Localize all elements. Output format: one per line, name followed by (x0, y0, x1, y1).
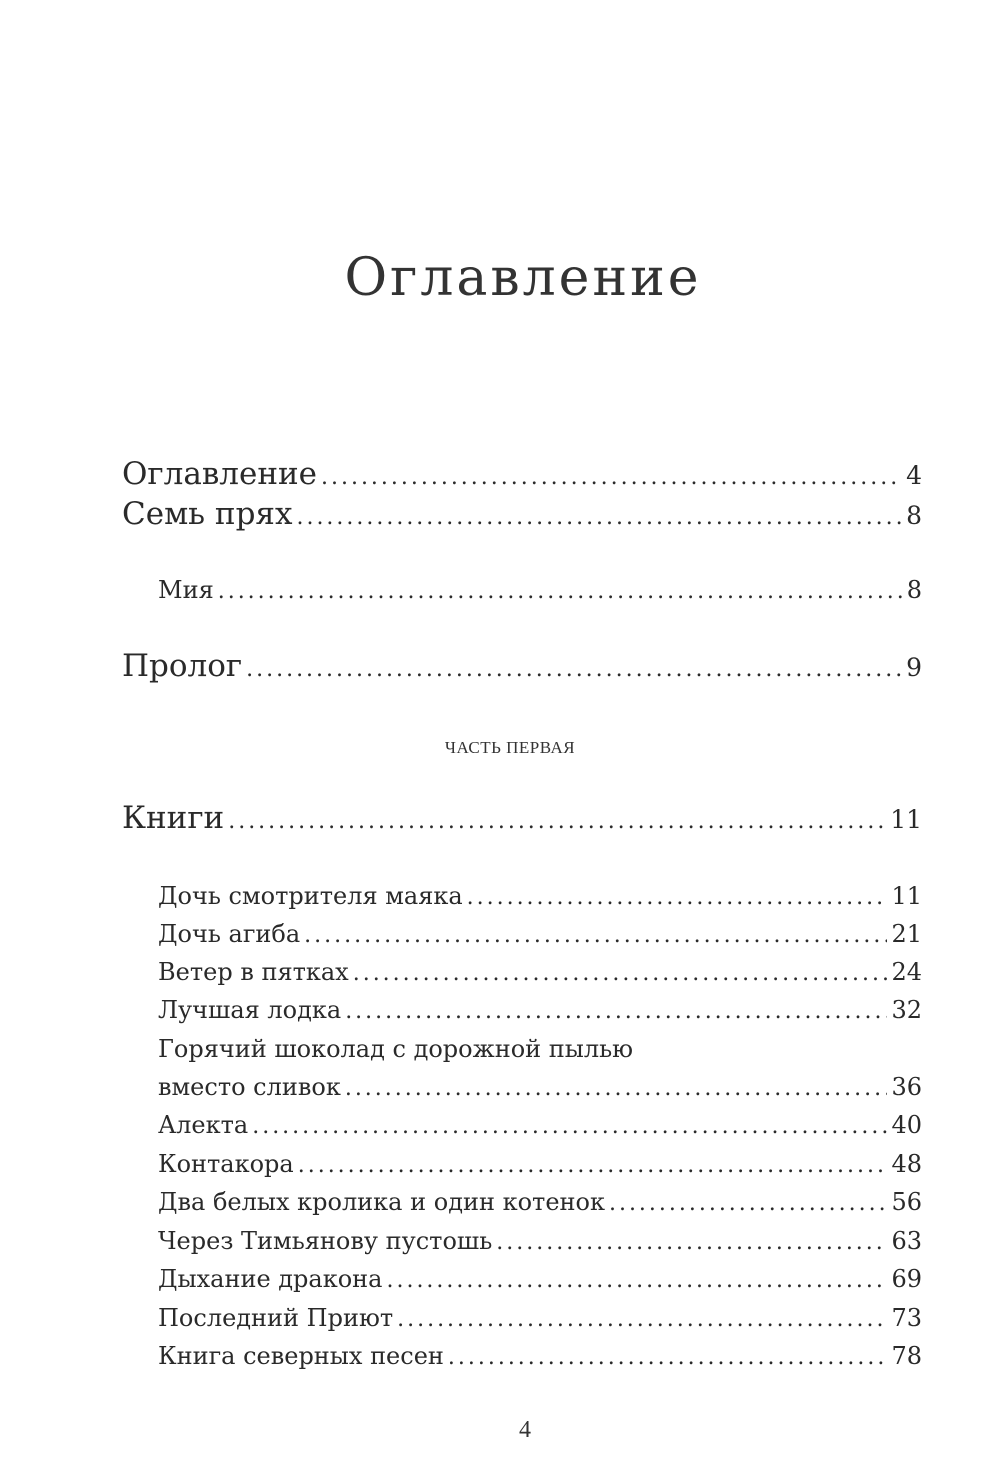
toc-entry-contents[interactable] (122, 456, 922, 492)
leader-dots (345, 999, 887, 1024)
toc-chapter[interactable] (158, 1111, 922, 1139)
toc-entry-title: Семь прях (122, 496, 293, 532)
toc-entry-title: Книги (122, 800, 225, 836)
toc-chapter[interactable] (158, 996, 922, 1024)
page-number: 4 (519, 1417, 531, 1443)
toc-entry-page: 48 (891, 1150, 922, 1178)
toc-entry-page: 40 (891, 1111, 922, 1139)
leader-dots (228, 809, 886, 834)
toc-entry-title: Лучшая лодка (158, 996, 342, 1024)
toc-chapter[interactable] (158, 1150, 922, 1178)
toc-entry-seven-spinners[interactable] (122, 496, 922, 532)
toc-chapter-title-line[interactable]: Горячий шоколад с дорожной пылью (158, 1035, 634, 1063)
part-heading: ЧАСТЬ ПЕРВАЯ (444, 738, 576, 757)
toc-entry-page: 11 (891, 882, 922, 910)
toc-entry-page: 4 (906, 461, 922, 490)
toc-entry-page: 69 (891, 1265, 922, 1293)
toc-entry-page: 8 (906, 501, 922, 530)
toc-entry-title: Дыхание дракона (158, 1265, 383, 1293)
toc-entry-page: 24 (891, 958, 922, 986)
leader-dots (246, 657, 902, 682)
leader-dots (397, 1307, 887, 1332)
toc-entry-page: 11 (890, 805, 922, 834)
toc-entry-title: Через Тимьянову пустошь (158, 1227, 493, 1255)
toc-chapter[interactable] (158, 1265, 922, 1293)
leader-dots (304, 923, 887, 948)
leader-dots (298, 1153, 888, 1178)
toc-entry-page: 73 (891, 1304, 922, 1332)
toc-chapter[interactable] (158, 1227, 922, 1255)
toc-entry-title: Дочь агиба (158, 920, 301, 948)
toc-entry-title: Контакора (158, 1150, 294, 1178)
toc-chapter[interactable] (158, 1073, 922, 1101)
toc-entry-title: Последний Приют (158, 1304, 394, 1332)
leader-dots (345, 1076, 888, 1101)
toc-entry-title: Ветер в пятках (158, 958, 349, 986)
toc-entry-title: Дочь смотрителя маяка (158, 882, 463, 910)
leader-dots (386, 1268, 887, 1293)
toc-entry-title: Алекта (158, 1111, 249, 1139)
toc-entry-page: 8 (906, 576, 922, 604)
leader-dots (353, 961, 888, 986)
toc-entry-mia[interactable] (158, 576, 922, 604)
toc-entry-prologue[interactable] (122, 648, 922, 684)
toc-chapter[interactable] (158, 1188, 922, 1216)
toc-entry-page: 36 (891, 1073, 922, 1101)
leader-dots (296, 505, 902, 530)
leader-dots (218, 579, 903, 604)
leader-dots (496, 1230, 887, 1255)
toc-entry-title: Мия (158, 576, 214, 604)
toc-entry-title: Книга северных песен (158, 1342, 444, 1370)
toc-entry-title: Пролог (122, 648, 243, 684)
leader-dots (467, 885, 888, 910)
toc-chapter[interactable] (158, 920, 922, 948)
toc-entry-title: Оглавление (122, 456, 317, 492)
toc-entry-page: 9 (906, 653, 922, 682)
toc-entry-page: 63 (891, 1227, 922, 1255)
toc-chapter[interactable] (158, 1304, 922, 1332)
leader-dots (252, 1114, 887, 1139)
toc-chapter[interactable] (158, 882, 922, 910)
toc-entry-page: 32 (891, 996, 922, 1024)
leader-dots (609, 1191, 887, 1216)
toc-entry-books[interactable] (122, 800, 922, 836)
page-title: Оглавление (344, 248, 702, 308)
toc-entry-page: 78 (891, 1342, 922, 1370)
toc-entry-page: 21 (891, 920, 922, 948)
toc-chapter[interactable] (158, 958, 922, 986)
toc-entry-title: Два белых кролика и один котенок (158, 1188, 605, 1216)
toc-entry-page: 56 (891, 1188, 922, 1216)
leader-dots (321, 465, 902, 490)
leader-dots (448, 1345, 888, 1370)
toc-chapter[interactable] (158, 1342, 922, 1370)
toc-entry-title: вместо сливок (158, 1073, 341, 1101)
